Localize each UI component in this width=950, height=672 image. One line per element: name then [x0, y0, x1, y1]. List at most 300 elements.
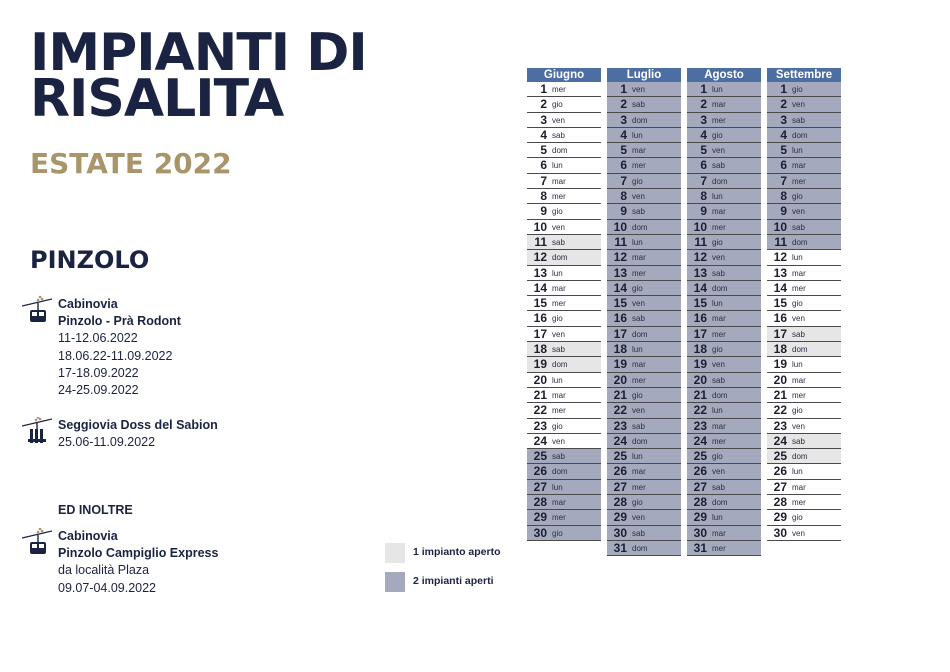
- day-number: 9: [540, 204, 547, 219]
- calendar-day: [607, 357, 681, 372]
- day-number: 7: [620, 173, 627, 188]
- day-number: 18: [693, 342, 707, 357]
- day-number: 30: [533, 525, 547, 540]
- day-number: 22: [773, 403, 787, 418]
- calendar-day: [687, 250, 761, 265]
- day-weekday: gio: [552, 528, 563, 538]
- month-days: [687, 82, 761, 556]
- day-number: 4: [620, 127, 627, 142]
- day-number: 21: [693, 387, 707, 402]
- calendar-day: [607, 235, 681, 250]
- day-number: 28: [613, 495, 627, 510]
- day-weekday: gio: [792, 406, 803, 416]
- day-weekday: dom: [632, 543, 648, 553]
- month-header: Agosto: [687, 68, 761, 82]
- day-weekday: lun: [632, 345, 643, 355]
- day-number: 27: [613, 479, 627, 494]
- day-weekday: ven: [632, 299, 645, 309]
- calendar-day: [607, 128, 681, 143]
- calendar-day: [607, 464, 681, 479]
- day-number: 4: [780, 127, 787, 142]
- day-weekday: mer: [792, 498, 806, 508]
- calendar-day: [607, 510, 681, 525]
- month-luglio: [607, 68, 681, 556]
- calendar-day: [607, 82, 681, 97]
- calendar-day: [767, 526, 841, 541]
- month-days: [527, 82, 601, 541]
- day-number: 28: [533, 495, 547, 510]
- day-weekday: mer: [712, 543, 726, 553]
- day-weekday: lun: [552, 268, 563, 278]
- day-weekday: mer: [712, 329, 726, 339]
- day-number: 3: [620, 112, 627, 127]
- day-weekday: ven: [552, 115, 565, 125]
- calendar-day: [767, 403, 841, 418]
- calendar-day: [607, 495, 681, 510]
- calendar-day: [687, 82, 761, 97]
- day-number: 1: [780, 82, 787, 96]
- calendar-day: [527, 235, 601, 250]
- day-weekday: lun: [552, 161, 563, 171]
- calendar-day: [607, 449, 681, 464]
- day-number: 17: [533, 326, 547, 341]
- calendar-day: [527, 464, 601, 479]
- day-number: 5: [700, 143, 707, 158]
- day-weekday: sab: [792, 222, 805, 232]
- calendar-day: [767, 250, 841, 265]
- calendar-day: [687, 189, 761, 204]
- calendar-day: [527, 250, 601, 265]
- calendar-day: [527, 143, 601, 158]
- day-number: 14: [533, 280, 547, 295]
- day-weekday: sab: [792, 115, 805, 125]
- day-weekday: mar: [632, 146, 646, 156]
- day-weekday: mer: [632, 375, 646, 385]
- calendar-day: [687, 311, 761, 326]
- calendar-day: [687, 419, 761, 434]
- day-number: 17: [693, 326, 707, 341]
- day-number: 5: [620, 143, 627, 158]
- day-number: 8: [700, 189, 707, 204]
- lift2-name: Seggiovia Doss del Sabion: [58, 418, 218, 432]
- day-weekday: sab: [632, 100, 645, 110]
- day-number: 8: [540, 189, 547, 204]
- day-number: 19: [533, 357, 547, 372]
- day-number: 27: [773, 479, 787, 494]
- calendar-day: [767, 158, 841, 173]
- calendar-day: [607, 419, 681, 434]
- day-weekday: dom: [712, 176, 728, 186]
- day-weekday: ven: [632, 85, 645, 94]
- lift1-date: 24-25.09.2022: [58, 383, 139, 398]
- month-header: Settembre: [767, 68, 841, 82]
- day-weekday: ven: [712, 467, 725, 477]
- day-number: 6: [780, 158, 787, 173]
- day-weekday: mer: [712, 115, 726, 125]
- legend-swatch: [385, 572, 405, 592]
- day-number: 4: [700, 127, 707, 142]
- day-number: 14: [613, 280, 627, 295]
- calendar-day: [767, 388, 841, 403]
- legend-swatch: [385, 543, 405, 563]
- calendar-day: [607, 526, 681, 541]
- day-weekday: gio: [792, 85, 803, 94]
- calendar-day: [687, 342, 761, 357]
- day-number: 29: [533, 510, 547, 525]
- day-number: 11: [774, 234, 787, 249]
- calendar-day: [687, 97, 761, 112]
- day-weekday: sab: [552, 345, 565, 355]
- day-number: 30: [773, 525, 787, 540]
- calendar-day: [527, 327, 601, 342]
- day-number: 25: [613, 449, 627, 464]
- day-weekday: ven: [552, 329, 565, 339]
- calendar-day: [687, 510, 761, 525]
- day-number: 31: [613, 540, 627, 555]
- day-weekday: lun: [632, 237, 643, 247]
- day-number: 15: [773, 296, 787, 311]
- day-weekday: sab: [712, 268, 725, 278]
- day-number: 20: [533, 372, 547, 387]
- calendar-day: [687, 235, 761, 250]
- day-weekday: gio: [552, 100, 563, 110]
- calendar-day: [767, 296, 841, 311]
- day-weekday: dom: [792, 237, 808, 247]
- day-weekday: ven: [792, 528, 805, 538]
- calendar-day: [527, 342, 601, 357]
- day-number: 7: [780, 173, 787, 188]
- day-number: 26: [613, 464, 627, 479]
- day-number: 8: [620, 189, 627, 204]
- day-number: 19: [613, 357, 627, 372]
- calendar-day: [767, 327, 841, 342]
- day-number: 2: [540, 97, 547, 112]
- day-weekday: mer: [632, 482, 646, 492]
- day-weekday: mar: [712, 314, 726, 324]
- day-weekday: dom: [792, 130, 808, 140]
- lift1-text: [58, 296, 181, 399]
- calendar-day: [767, 495, 841, 510]
- day-number: 6: [620, 158, 627, 173]
- month-header: Giugno: [527, 68, 601, 82]
- day-number: 18: [613, 342, 627, 357]
- day-number: 21: [533, 387, 547, 402]
- day-weekday: ven: [712, 253, 725, 263]
- day-number: 6: [700, 158, 707, 173]
- calendar-day: [527, 495, 601, 510]
- calendar-day: [687, 464, 761, 479]
- day-number: 24: [613, 433, 627, 448]
- day-weekday: sab: [792, 436, 805, 446]
- calendar-day: [767, 235, 841, 250]
- calendar-day: [527, 97, 601, 112]
- calendar-day: [607, 296, 681, 311]
- day-weekday: ven: [712, 146, 725, 156]
- day-number: 22: [533, 403, 547, 418]
- title-line-2: RISALITA: [30, 69, 284, 129]
- day-number: 11: [534, 234, 547, 249]
- day-number: 21: [613, 387, 627, 402]
- day-weekday: lun: [712, 299, 723, 309]
- day-number: 14: [693, 280, 707, 295]
- day-weekday: mer: [552, 85, 566, 94]
- day-weekday: gio: [632, 283, 643, 293]
- calendar-day: [767, 342, 841, 357]
- legend-label: 2 impianti aperti: [413, 575, 494, 587]
- day-weekday: lun: [712, 85, 723, 94]
- day-weekday: lun: [792, 146, 803, 156]
- calendar-day: [687, 495, 761, 510]
- day-weekday: dom: [632, 436, 648, 446]
- day-number: 26: [693, 464, 707, 479]
- day-number: 7: [700, 173, 707, 188]
- day-weekday: sab: [712, 161, 725, 171]
- calendar-day: [527, 403, 601, 418]
- day-weekday: gio: [632, 176, 643, 186]
- day-number: 4: [540, 127, 547, 142]
- day-number: 30: [613, 525, 627, 540]
- calendar-day: [607, 204, 681, 219]
- day-weekday: mer: [792, 390, 806, 400]
- calendar-day: [687, 296, 761, 311]
- calendar-day: [607, 266, 681, 281]
- calendar-day: [527, 373, 601, 388]
- day-number: 11: [694, 234, 707, 249]
- day-number: 16: [533, 311, 547, 326]
- day-weekday: mer: [552, 192, 566, 202]
- calendar-day: [687, 204, 761, 219]
- day-weekday: sab: [632, 421, 645, 431]
- day-number: 23: [693, 418, 707, 433]
- day-weekday: mar: [792, 161, 806, 171]
- day-number: 20: [773, 372, 787, 387]
- calendar-day: [527, 434, 601, 449]
- day-number: 9: [700, 204, 707, 219]
- day-number: 16: [693, 311, 707, 326]
- day-number: 8: [780, 189, 787, 204]
- day-number: 17: [613, 326, 627, 341]
- calendar-day: [687, 449, 761, 464]
- day-weekday: lun: [552, 375, 563, 385]
- month-settembre: [767, 68, 841, 541]
- lift1-date: 11-12.06.2022: [58, 331, 138, 346]
- calendar-day: [687, 541, 761, 556]
- day-weekday: mer: [632, 268, 646, 278]
- calendar-day: [767, 311, 841, 326]
- calendar-day: [767, 174, 841, 189]
- day-number: 27: [533, 479, 547, 494]
- day-number: 13: [533, 265, 547, 280]
- day-number: 10: [693, 219, 707, 234]
- day-weekday: mer: [552, 513, 566, 523]
- day-number: 3: [780, 112, 787, 127]
- day-weekday: dom: [552, 146, 568, 156]
- calendar-day: [767, 220, 841, 235]
- day-number: 15: [533, 296, 547, 311]
- day-weekday: sab: [552, 237, 565, 247]
- calendar-day: [527, 311, 601, 326]
- day-number: 6: [540, 158, 547, 173]
- calendar-day: [767, 373, 841, 388]
- day-number: 14: [773, 280, 787, 295]
- calendar-day: [687, 373, 761, 388]
- day-weekday: gio: [712, 345, 723, 355]
- month-days: [607, 82, 681, 556]
- day-number: 24: [773, 433, 787, 448]
- calendar-day: [687, 281, 761, 296]
- day-weekday: mar: [712, 421, 726, 431]
- day-weekday: ven: [632, 406, 645, 416]
- day-number: 31: [693, 540, 707, 555]
- month-giugno: [527, 68, 601, 541]
- calendar-day: [607, 342, 681, 357]
- calendar-day: [767, 434, 841, 449]
- day-number: 23: [773, 418, 787, 433]
- location-heading: PINZOLO: [30, 246, 150, 274]
- day-weekday: lun: [792, 253, 803, 263]
- day-weekday: dom: [712, 390, 728, 400]
- day-number: 12: [693, 250, 707, 265]
- day-number: 18: [773, 342, 787, 357]
- lift3-dates: 09.07-04.09.2022: [58, 580, 157, 595]
- calendar-day: [767, 464, 841, 479]
- calendar-day: [767, 449, 841, 464]
- calendar-day: [607, 220, 681, 235]
- calendar-day: [687, 174, 761, 189]
- day-number: 13: [613, 265, 627, 280]
- calendar-day: [527, 158, 601, 173]
- calendar-day: [767, 82, 841, 97]
- day-number: 25: [533, 449, 547, 464]
- calendar-day: [687, 526, 761, 541]
- calendar-day: [607, 281, 681, 296]
- calendar-day: [607, 113, 681, 128]
- day-number: 5: [780, 143, 787, 158]
- calendar-day: [527, 419, 601, 434]
- day-number: 20: [613, 372, 627, 387]
- day-number: 22: [693, 403, 707, 418]
- calendar-day: [607, 403, 681, 418]
- day-weekday: sab: [712, 482, 725, 492]
- day-number: 1: [700, 82, 707, 96]
- extra-heading: ED INOLTRE: [58, 503, 133, 517]
- calendar-day: [527, 357, 601, 372]
- lift1-name: Pinzolo - Prà Rodont: [58, 314, 181, 329]
- day-number: 10: [773, 219, 787, 234]
- calendar-day: [527, 480, 601, 495]
- month-agosto: [687, 68, 761, 556]
- day-number: 12: [533, 250, 547, 265]
- day-weekday: dom: [552, 467, 568, 477]
- day-weekday: mar: [632, 360, 646, 370]
- calendar-day: [607, 327, 681, 342]
- calendar-day: [767, 189, 841, 204]
- day-number: 2: [780, 97, 787, 112]
- calendar-day: [767, 266, 841, 281]
- day-weekday: gio: [552, 314, 563, 324]
- day-weekday: mer: [632, 161, 646, 171]
- calendar-day: [687, 158, 761, 173]
- cable-car-icon: [22, 528, 52, 558]
- calendar-day: [527, 204, 601, 219]
- day-weekday: lun: [792, 467, 803, 477]
- calendar-day: [767, 480, 841, 495]
- calendar-day: [607, 388, 681, 403]
- calendar-day: [527, 113, 601, 128]
- day-weekday: ven: [712, 360, 725, 370]
- day-weekday: mar: [552, 283, 566, 293]
- calendar-day: [767, 510, 841, 525]
- day-weekday: ven: [632, 513, 645, 523]
- calendar-day: [687, 434, 761, 449]
- calendar-day: [767, 357, 841, 372]
- day-weekday: mar: [792, 482, 806, 492]
- cable-car-icon: [22, 296, 52, 326]
- day-weekday: dom: [632, 329, 648, 339]
- calendar-day: [527, 526, 601, 541]
- calendar-day: [767, 97, 841, 112]
- day-weekday: mer: [712, 222, 726, 232]
- calendar-day: [607, 143, 681, 158]
- day-number: 19: [693, 357, 707, 372]
- calendar-day: [607, 541, 681, 556]
- day-weekday: ven: [792, 100, 805, 110]
- day-number: 13: [773, 265, 787, 280]
- day-weekday: gio: [632, 390, 643, 400]
- calendar-day: [767, 128, 841, 143]
- day-weekday: gio: [792, 513, 803, 523]
- day-weekday: mar: [552, 498, 566, 508]
- month-days: [767, 82, 841, 541]
- day-number: 5: [540, 143, 547, 158]
- calendar-day: [607, 174, 681, 189]
- day-weekday: gio: [632, 498, 643, 508]
- day-weekday: ven: [552, 436, 565, 446]
- calendar-day: [687, 327, 761, 342]
- day-number: 10: [613, 219, 627, 234]
- day-weekday: sab: [632, 314, 645, 324]
- day-weekday: ven: [792, 314, 805, 324]
- day-weekday: lun: [632, 452, 643, 462]
- day-number: 29: [613, 510, 627, 525]
- day-weekday: mar: [632, 467, 646, 477]
- day-number: 24: [533, 433, 547, 448]
- day-weekday: mer: [712, 436, 726, 446]
- calendar-day: [527, 220, 601, 235]
- day-number: 29: [773, 510, 787, 525]
- calendar-day: [607, 373, 681, 388]
- calendar-day: [527, 82, 601, 97]
- calendar-day: [767, 419, 841, 434]
- day-number: 11: [614, 234, 627, 249]
- day-weekday: mar: [552, 390, 566, 400]
- day-weekday: mer: [552, 299, 566, 309]
- day-number: 12: [613, 250, 627, 265]
- day-number: 2: [620, 97, 627, 112]
- calendar-day: [607, 250, 681, 265]
- day-weekday: dom: [792, 345, 808, 355]
- calendar-day: [527, 266, 601, 281]
- lift3-type: Cabinovia: [58, 529, 118, 543]
- calendar-day: [527, 174, 601, 189]
- day-weekday: mar: [712, 528, 726, 538]
- calendar-day: [767, 204, 841, 219]
- day-weekday: lun: [712, 513, 723, 523]
- calendar-day: [527, 296, 601, 311]
- day-number: 24: [693, 433, 707, 448]
- day-weekday: mar: [712, 100, 726, 110]
- day-weekday: lun: [792, 360, 803, 370]
